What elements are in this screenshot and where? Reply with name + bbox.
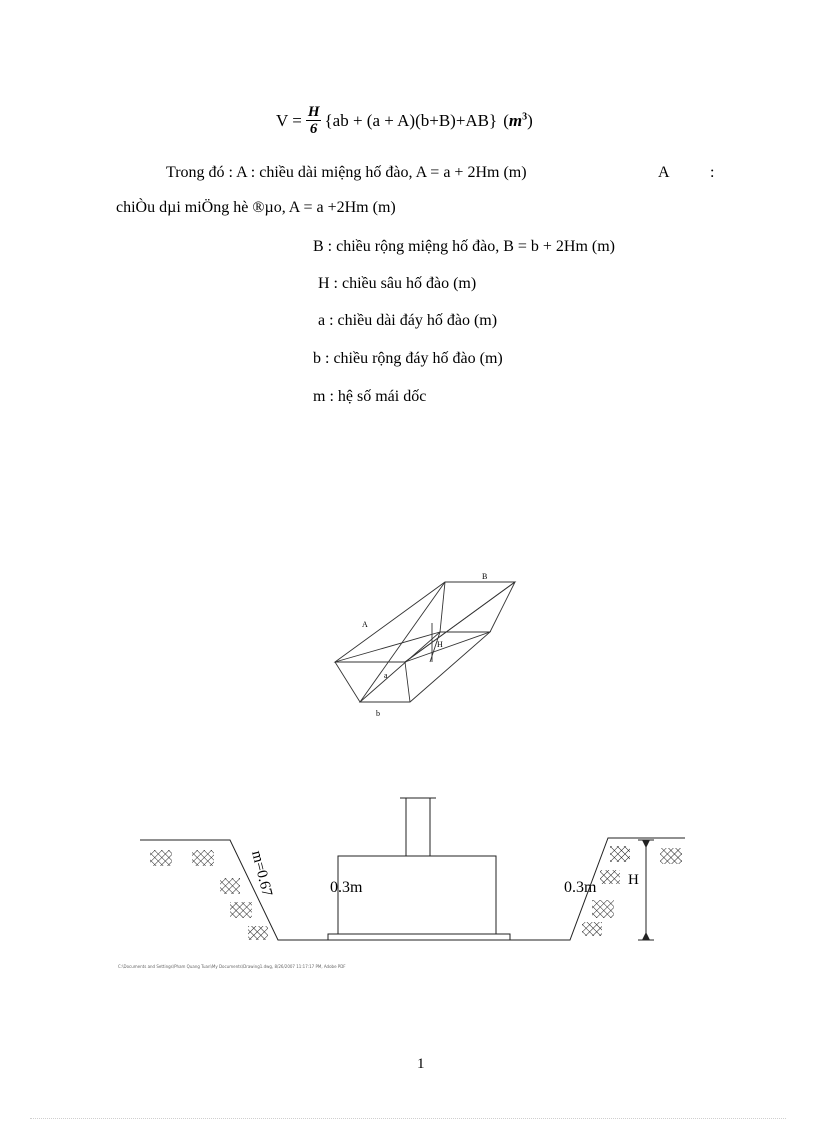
definition-line-2: chiÒu dµi miÖng hè ®µo, A = a +2Hm (m) — [116, 199, 396, 216]
label-a: a — [384, 671, 388, 680]
fraction-denominator: 6 — [309, 121, 318, 137]
depth-label: H — [628, 872, 639, 888]
soil-hatch-right — [582, 846, 682, 936]
soil-hatch-left — [150, 850, 268, 940]
definition-line-4: H : chiều sâu hố đào (m) — [318, 275, 477, 292]
definition-line-3: B : chiều rộng miệng hố đào, B = b + 2Hm (m) — [313, 238, 616, 255]
definition-line-6: b : chiều rộng đáy hố đào (m) — [313, 350, 503, 367]
page-number: 1 — [417, 1056, 425, 1072]
label-b: b — [376, 709, 380, 718]
definition-line-5: a : chiều dài đáy hố đào (m) — [318, 312, 498, 329]
pit-3d-diagram — [320, 565, 540, 725]
drawing-file-path: C:\Documents and Settings\Pham Quang Tuan\My Documents\Drawing1.dwg, 8/26/2007 11:17:17 PM, Adobe PDF — [118, 964, 346, 969]
label-B: B — [482, 572, 488, 581]
label-H: H — [437, 640, 443, 649]
formula-rhs: {ab + (a + A)(b+B)+AB} — [324, 110, 498, 130]
definition-line-1: Trong đó : A : chiều dài miệng hố đào, A = a + 2Hm (m) — [166, 164, 527, 181]
right-offset-label: 0.3m — [564, 879, 597, 896]
definition-line-1-extra-colon: : — [710, 164, 715, 181]
formula-lhs: V = — [276, 110, 302, 130]
formula-unit: $(m^3)$ — [503, 110, 533, 130]
definition-line-7: m : hệ số mái dốc — [313, 388, 427, 405]
formula-fraction — [306, 104, 322, 137]
page-bottom-rule — [30, 1118, 786, 1119]
label-A: A — [362, 620, 368, 629]
slope-label: m=0.67 — [248, 849, 275, 898]
fraction-numerator: H — [307, 104, 320, 120]
unit-m: m — [508, 110, 523, 130]
unit-exponent: 3 — [522, 110, 528, 122]
pit-cross-section — [130, 790, 700, 960]
definition-line-1-extra-a: A — [658, 164, 670, 181]
volume-formula — [276, 104, 533, 137]
left-offset-label: 0.3m — [330, 879, 363, 896]
